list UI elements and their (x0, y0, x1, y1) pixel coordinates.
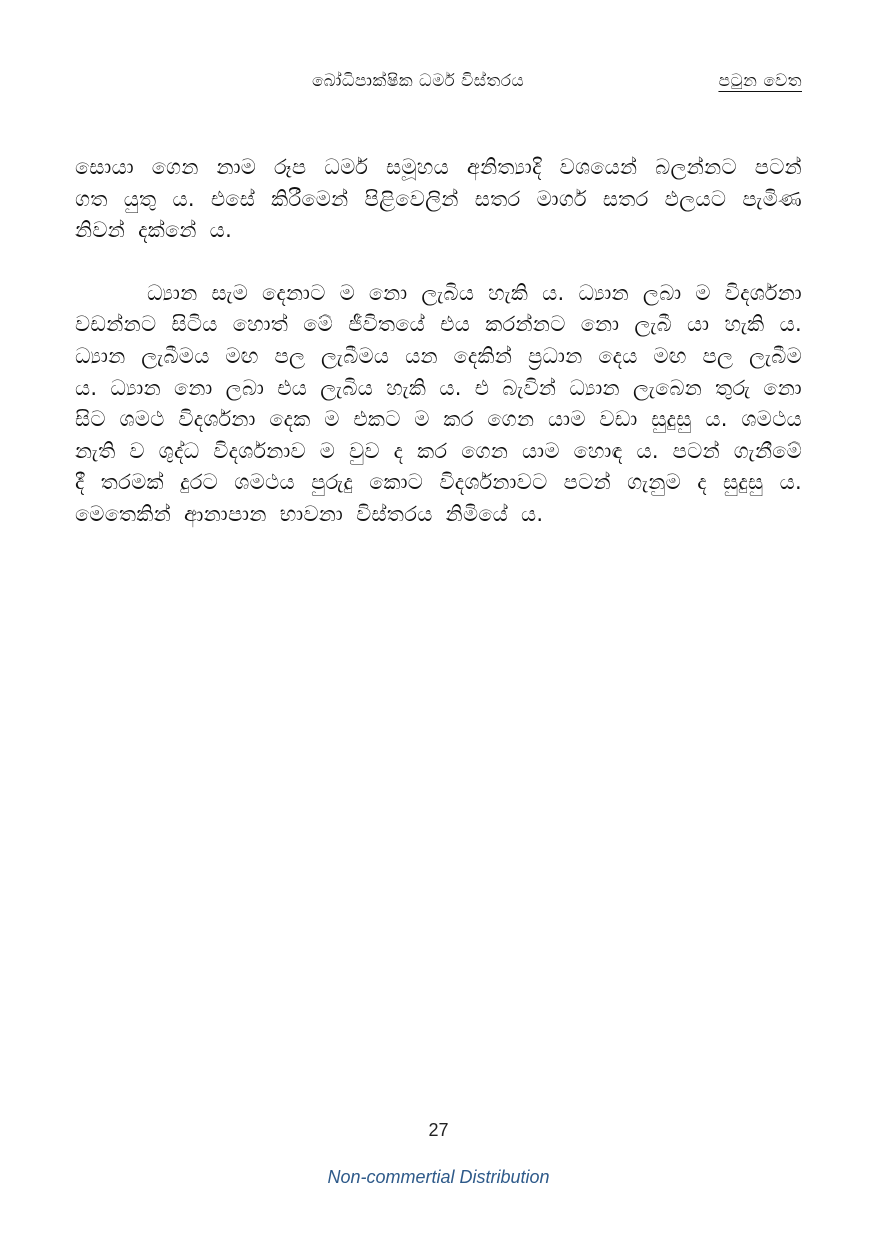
contents-link[interactable]: පටුන වෙත (718, 71, 802, 91)
page-number: 27 (428, 1120, 449, 1140)
paragraph-1: සොයා ගෙන නාම රූප ධර්ම සමූහය අනිත්‍යාදි වශයෙන් බලන්නට පටන් ගත යුතු ය. එසේ කිරීමෙන් පිළිවෙලින් සතර මාර්ග සතර ඵලයට පැමිණ නිවන් දක්නේ ය. (75, 155, 802, 243)
paragraph-2: ධ්‍යාන සැම දෙනාට ම නො ලැබිය හැකි ය. ධ්‍යාන ලබා ම විදර්ශනා වඩන්නට සිටිය හොත් මේ ජීවිතයේ එය කරන්නට නො ලැබී යා හැකි ය. ධ්‍යාන ලැබීමය මඟ පල ලැබීමය යන දෙකින් ප්‍රධාන දෙය මඟ පල ලැබීම ය. ධ්‍යාන නො ලබා එය ලැබිය හැකි ය. එ බැවින් ධ්‍යාන ලැබෙන තුරු නො සිට ශමථ විදර්ශනා දෙක ම එකට ම කර ගෙන යාම වඩා සුදුසු ය. ශමථය නැති ව ශුද්ධ විදර්ශනාව ම වුව ද කර ගෙන යාම හොඳ ය. පටන් ගැනීමේ දී තරමක් දුරට ශමථය පුරුදු කොට විදර්ශනාවට පටන් ගැනුම ද සුදුසු ය. මෙතෙකින් ආනාපාන භාවනා විස්තරය නිමියේ ය. (75, 280, 802, 526)
body-text (75, 152, 802, 531)
page-header (75, 68, 802, 98)
running-title: බෝධිපාක්ෂික ධර්ම විස්තරය (312, 71, 525, 91)
distribution-footer: Non-commertial Distribution (327, 1167, 550, 1187)
